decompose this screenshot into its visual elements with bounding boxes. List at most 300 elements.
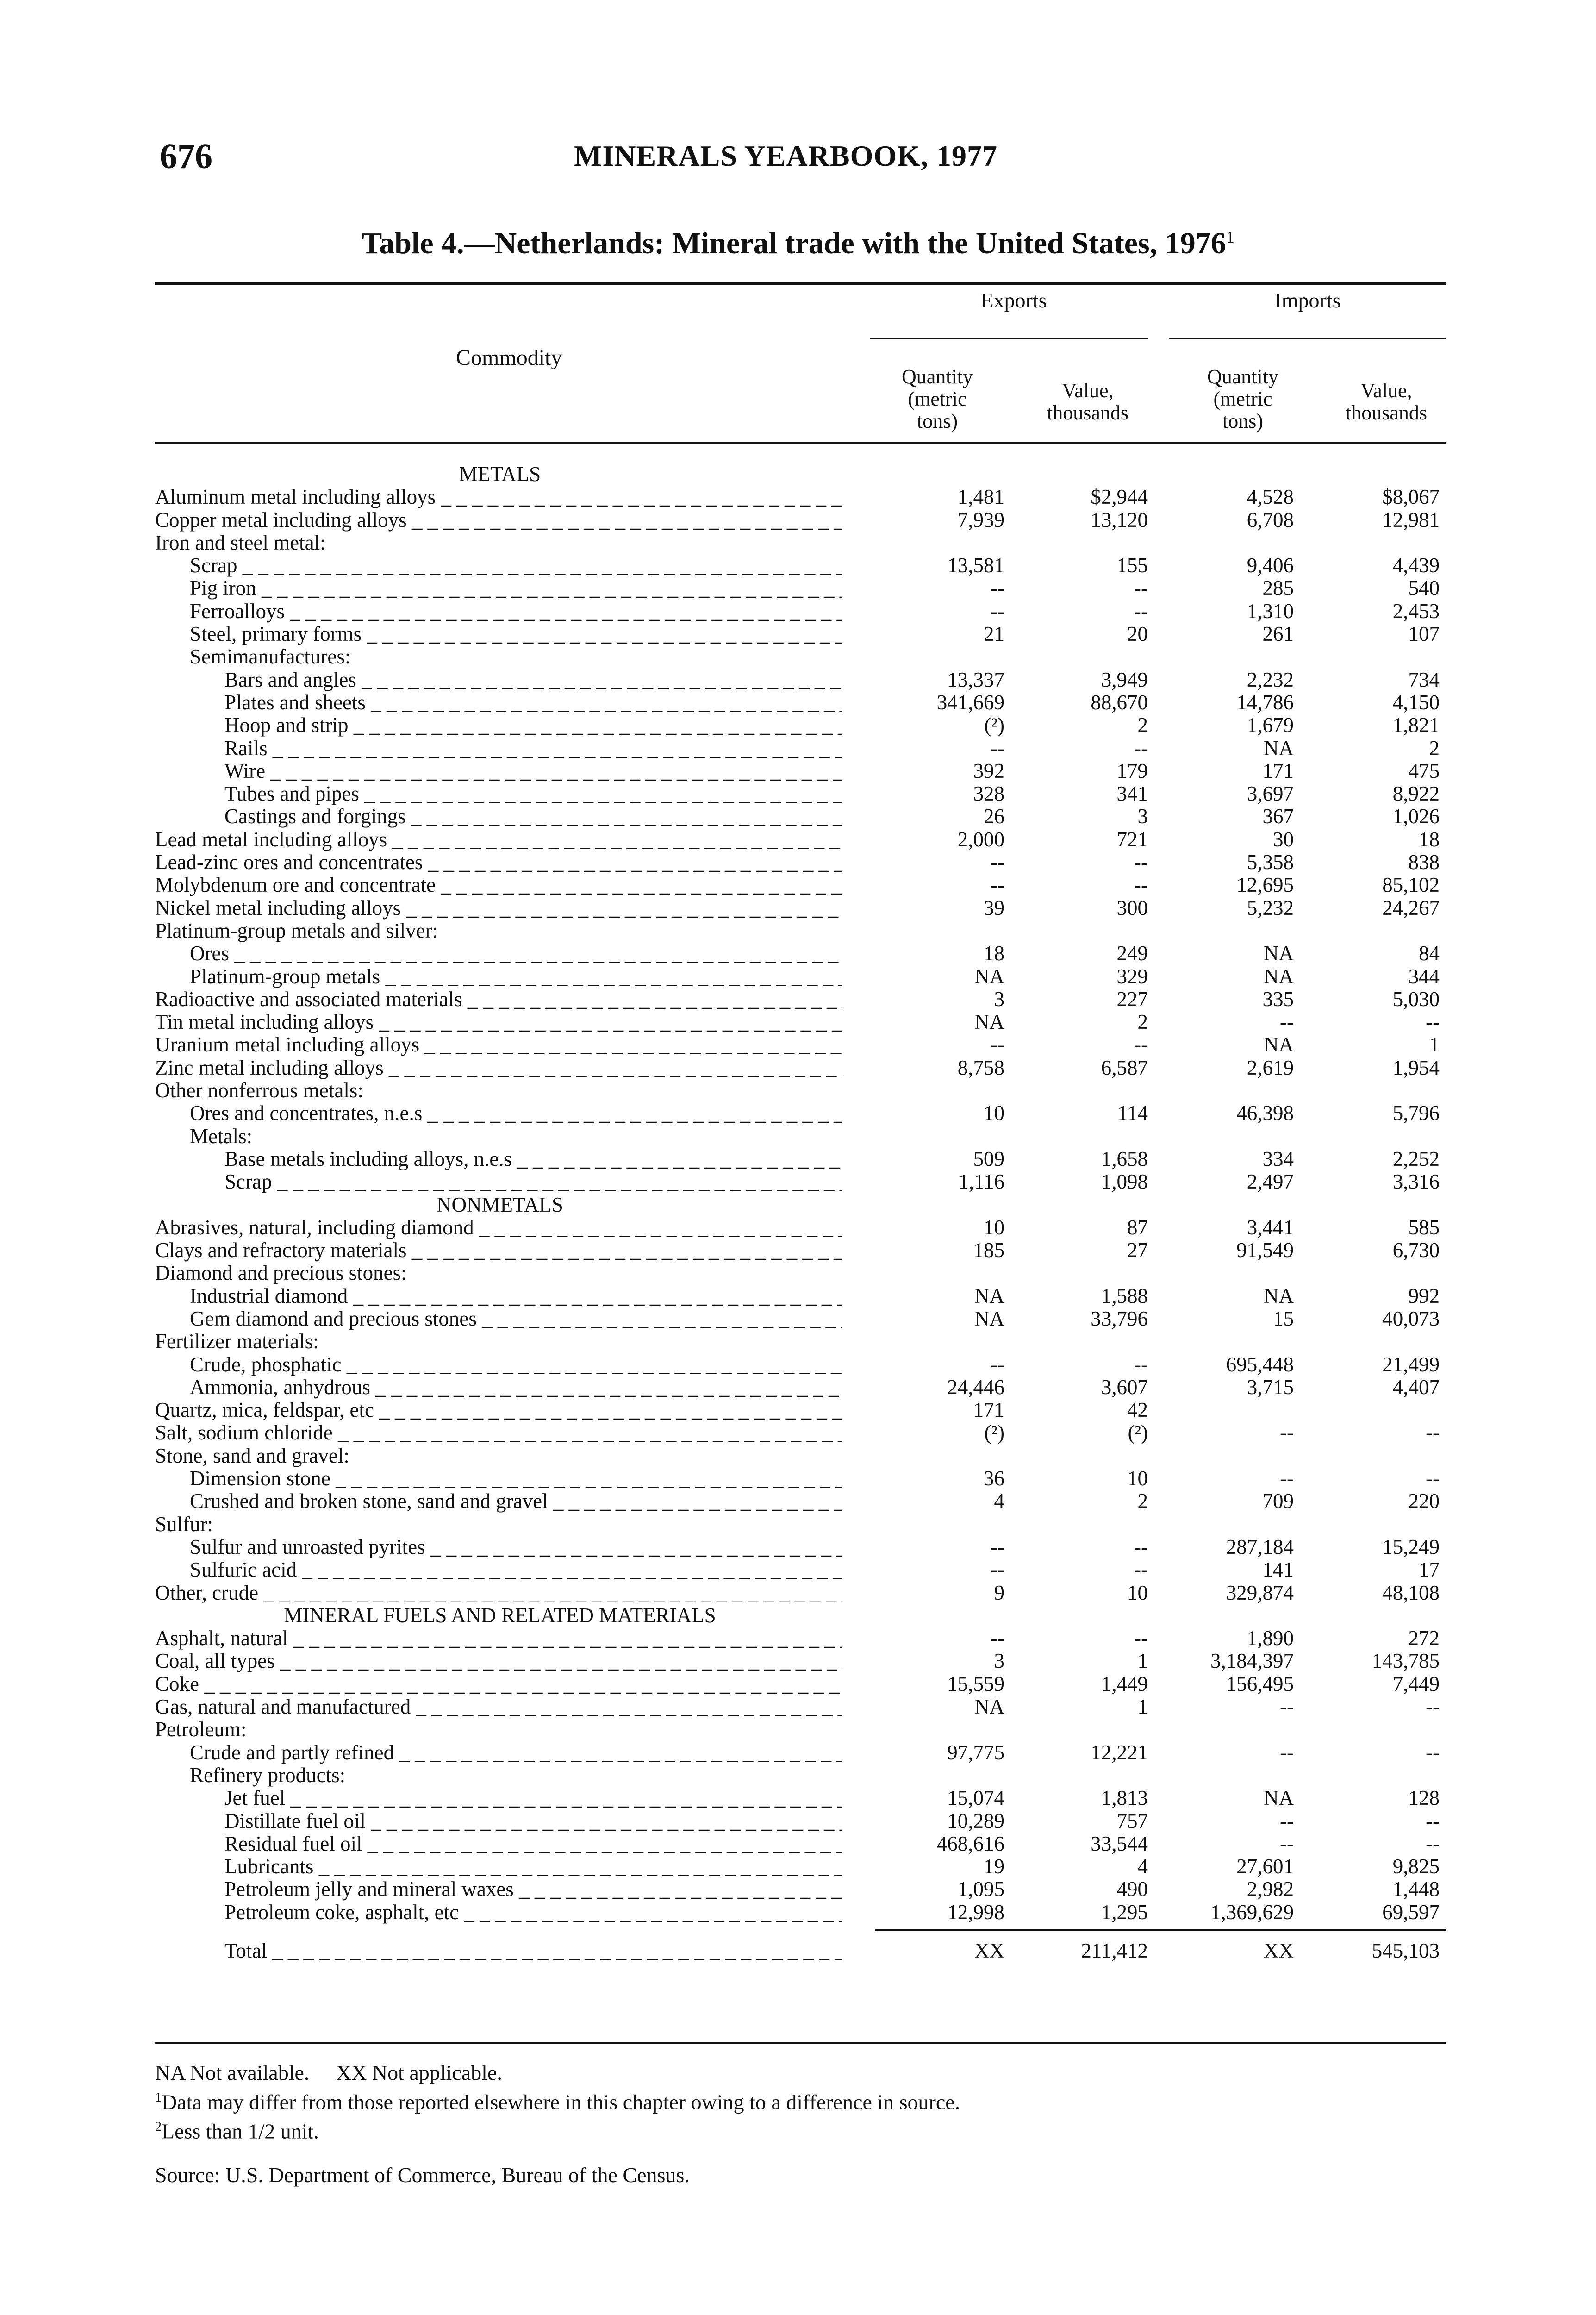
header-bottom-rule bbox=[155, 442, 1446, 444]
table-row bbox=[0, 1262, 1596, 1284]
imports-quantity-cell: 91,549 bbox=[1236, 1239, 1294, 1262]
value-line2: thousands bbox=[1047, 401, 1128, 424]
section-heading-row bbox=[0, 463, 1596, 486]
exports-quantity-cell: 171 bbox=[973, 1398, 1004, 1422]
table-row bbox=[0, 1033, 1596, 1056]
table-row bbox=[0, 669, 1596, 691]
table-title-text: Table 4.—Netherlands: Mineral trade with the United States, 1976 bbox=[362, 226, 1226, 260]
commodity-label: Sulfur and unroasted pyrites _ _ _ bbox=[190, 1536, 842, 1558]
exports-quantity-cell: -- bbox=[991, 1352, 1004, 1376]
table-row bbox=[0, 577, 1596, 600]
exports-quantity-cell: 13,581 bbox=[947, 554, 1004, 577]
footnote-1-text: Data may differ from those reported elsewhere in this chapter owing to a difference in source. bbox=[162, 2090, 960, 2114]
commodity-label: Industrial diamond _ _ _ bbox=[190, 1285, 842, 1308]
table-row bbox=[0, 1239, 1596, 1262]
exports-value-cell: 155 bbox=[1116, 554, 1148, 577]
imports-value-header bbox=[1319, 380, 1453, 424]
exports-value-cell: 721 bbox=[1116, 827, 1148, 851]
commodity-label: Crude, phosphatic _ _ _ bbox=[190, 1353, 842, 1376]
imports-group-header: Imports bbox=[1274, 288, 1341, 312]
imports-value-cell: 17 bbox=[1419, 1558, 1440, 1582]
exports-value-cell: 1 bbox=[1137, 1649, 1148, 1673]
imports-quantity-cell: 46,398 bbox=[1236, 1101, 1294, 1125]
table-row bbox=[0, 897, 1596, 920]
table-row bbox=[0, 1696, 1596, 1718]
exports-quantity-cell: 7,939 bbox=[957, 508, 1004, 532]
imports-value-cell: 1,448 bbox=[1392, 1877, 1440, 1901]
table-row bbox=[0, 1878, 1596, 1901]
exports-value-cell: -- bbox=[1134, 873, 1148, 897]
exports-quantity-cell: 13,337 bbox=[947, 668, 1004, 691]
imports-value-cell: -- bbox=[1426, 1695, 1440, 1719]
imports-value-cell: 9,825 bbox=[1392, 1855, 1440, 1878]
imports-value-cell: -- bbox=[1426, 1010, 1440, 1034]
imports-value-cell: 143,785 bbox=[1372, 1649, 1440, 1673]
imports-quantity-cell: 2,982 bbox=[1247, 1877, 1294, 1901]
imports-quantity-cell: 14,786 bbox=[1236, 690, 1294, 714]
imports-value-cell: 24,267 bbox=[1382, 896, 1440, 920]
exports-value-cell: 42 bbox=[1127, 1398, 1148, 1422]
table-row bbox=[0, 1718, 1596, 1741]
commodity-label: Sulfur: bbox=[155, 1513, 213, 1536]
table-row bbox=[0, 1855, 1596, 1878]
total-row bbox=[0, 1940, 1596, 1962]
total-cell: XX bbox=[974, 1939, 1004, 1962]
imports-value-cell: $8,067 bbox=[1382, 485, 1440, 509]
exports-value-cell: 1 bbox=[1137, 1695, 1148, 1719]
commodity-label: Residual fuel oil _ _ _ bbox=[224, 1833, 842, 1855]
exports-quantity-cell: 328 bbox=[973, 782, 1004, 806]
imports-quantity-cell: 261 bbox=[1262, 622, 1294, 646]
imports-value-cell: 40,073 bbox=[1382, 1307, 1440, 1330]
commodity-label: Other, crude _ _ _ bbox=[155, 1582, 842, 1604]
exports-value-cell: 1,449 bbox=[1101, 1672, 1148, 1696]
imports-value-cell: 838 bbox=[1408, 851, 1440, 874]
footnote-2-text: Less than 1/2 unit. bbox=[162, 2119, 319, 2143]
exports-quantity-cell: 9 bbox=[994, 1581, 1004, 1604]
commodity-label: Bars and angles _ _ _ bbox=[224, 669, 842, 691]
imports-quantity-cell: -- bbox=[1280, 1010, 1294, 1034]
exports-value-cell: 13,120 bbox=[1091, 508, 1148, 532]
commodity-label: Asphalt, natural _ _ _ bbox=[155, 1627, 842, 1650]
exports-quantity-cell: 3 bbox=[994, 987, 1004, 1011]
imports-value-cell: 4,439 bbox=[1392, 554, 1440, 577]
footnote-1 bbox=[155, 2085, 960, 2115]
exports-quantity-cell: 26 bbox=[984, 805, 1004, 828]
imports-quantity-cell: 1,310 bbox=[1247, 599, 1294, 623]
exports-value-cell: 1,588 bbox=[1101, 1284, 1148, 1308]
imports-value-cell: 69,597 bbox=[1382, 1900, 1440, 1924]
table-row bbox=[0, 1741, 1596, 1764]
commodity-label: Salt, sodium chloride _ _ _ bbox=[155, 1421, 842, 1444]
commodity-label: Ores _ _ _ bbox=[190, 942, 842, 965]
commodity-label: Hoop and strip _ _ _ bbox=[224, 714, 842, 737]
table-row bbox=[0, 1330, 1596, 1353]
imports-value-cell: 128 bbox=[1408, 1786, 1440, 1810]
table-row bbox=[0, 1148, 1596, 1170]
commodity-label: Stone, sand and gravel: bbox=[155, 1444, 349, 1467]
commodity-label: Dimension stone _ _ _ bbox=[190, 1467, 842, 1490]
imports-value-cell: -- bbox=[1426, 1832, 1440, 1855]
imports-quantity-cell: 329,874 bbox=[1226, 1581, 1294, 1604]
commodity-label: Coke _ _ _ bbox=[155, 1673, 842, 1696]
imports-quantity-cell: 709 bbox=[1262, 1489, 1294, 1513]
table-row bbox=[0, 782, 1596, 805]
table-row bbox=[0, 988, 1596, 1011]
exports-quantity-cell: NA bbox=[974, 964, 1004, 988]
imports-quantity-cell: 30 bbox=[1273, 827, 1294, 851]
table-row bbox=[0, 1285, 1596, 1308]
imports-quantity-cell: 12,695 bbox=[1236, 873, 1294, 897]
exports-quantity-cell: 97,775 bbox=[947, 1740, 1004, 1764]
section-heading-row bbox=[0, 1604, 1596, 1627]
table-bottom-rule bbox=[155, 2042, 1446, 2044]
commodity-label: Iron and steel metal: bbox=[155, 531, 326, 554]
imports-value-cell: 3,316 bbox=[1392, 1170, 1440, 1194]
commodity-label: Radioactive and associated materials _ _ _ bbox=[155, 988, 842, 1011]
value-line1: Value, bbox=[1360, 379, 1412, 402]
exports-value-cell: 490 bbox=[1116, 1877, 1148, 1901]
footnote-1-mark: 1 bbox=[155, 2090, 162, 2105]
commodity-label: Semimanufactures: bbox=[190, 645, 351, 669]
imports-value-cell: 4,150 bbox=[1392, 690, 1440, 714]
imports-quantity-cell: -- bbox=[1280, 1695, 1294, 1719]
exports-value-cell: -- bbox=[1134, 576, 1148, 600]
table-row bbox=[0, 1125, 1596, 1148]
imports-quantity-cell: -- bbox=[1280, 1832, 1294, 1855]
table-row bbox=[0, 965, 1596, 988]
exports-quantity-cell: 1,095 bbox=[957, 1877, 1004, 1901]
commodity-label: Ores and concentrates, n.e.s _ _ _ bbox=[190, 1102, 842, 1125]
exports-value-cell: 1,295 bbox=[1101, 1900, 1148, 1924]
exports-quantity-cell: 392 bbox=[973, 759, 1004, 782]
imports-value-cell: 12,981 bbox=[1382, 508, 1440, 532]
imports-value-cell: 272 bbox=[1408, 1627, 1440, 1650]
imports-quantity-cell: NA bbox=[1264, 964, 1294, 988]
exports-value-cell: 757 bbox=[1116, 1809, 1148, 1833]
table-row bbox=[0, 1833, 1596, 1855]
imports-value-cell: 48,108 bbox=[1382, 1581, 1440, 1604]
table-row bbox=[0, 1353, 1596, 1376]
imports-quantity-cell: 3,697 bbox=[1247, 782, 1294, 806]
commodity-label: Tubes and pipes _ _ _ bbox=[224, 782, 842, 805]
exports-value-cell: 1,813 bbox=[1101, 1786, 1148, 1810]
commodity-label: Lubricants _ _ _ bbox=[224, 1855, 842, 1878]
exports-value-cell: 329 bbox=[1116, 964, 1148, 988]
commodity-label: Crushed and broken stone, sand and gravel _ _ _ bbox=[190, 1490, 842, 1513]
imports-value-cell: -- bbox=[1426, 1421, 1440, 1445]
exports-quantity-cell: NA bbox=[974, 1010, 1004, 1034]
exports-value-cell: -- bbox=[1134, 1535, 1148, 1558]
table-row bbox=[0, 486, 1596, 508]
exports-quantity-cell: 4 bbox=[994, 1489, 1004, 1513]
exports-quantity-cell: (²) bbox=[984, 1421, 1004, 1445]
imports-value-cell: 21,499 bbox=[1382, 1352, 1440, 1376]
commodity-label: Wire _ _ _ bbox=[224, 760, 842, 782]
commodity-label: Abrasives, natural, including diamond _ _ _ bbox=[155, 1216, 842, 1239]
exports-value-cell: $2,944 bbox=[1091, 485, 1148, 509]
commodity-label: Crude and partly refined _ _ _ bbox=[190, 1741, 842, 1764]
imports-quantity-cell: 1,369,629 bbox=[1210, 1900, 1294, 1924]
commodity-label: Gem diamond and precious stones _ _ _ bbox=[190, 1308, 842, 1330]
section-heading-row bbox=[0, 1194, 1596, 1216]
imports-value-cell: 344 bbox=[1408, 964, 1440, 988]
table-row bbox=[0, 1582, 1596, 1604]
table-row bbox=[0, 1490, 1596, 1513]
exports-quantity-cell: NA bbox=[974, 1695, 1004, 1719]
exports-value-cell: -- bbox=[1134, 1033, 1148, 1057]
exports-value-cell: 27 bbox=[1127, 1239, 1148, 1262]
imports-quantity-cell: 3,441 bbox=[1247, 1215, 1294, 1239]
table-body bbox=[0, 463, 1596, 1962]
section-heading: METALS bbox=[459, 463, 541, 486]
table-title-note-mark: 1 bbox=[1226, 228, 1234, 246]
commodity-label: Petroleum: bbox=[155, 1718, 247, 1741]
imports-quantity-cell: 695,448 bbox=[1226, 1352, 1294, 1376]
exports-quantity-cell: 39 bbox=[984, 896, 1004, 920]
commodity-label: Nickel metal including alloys _ _ _ bbox=[155, 897, 842, 920]
exports-quantity-cell: -- bbox=[991, 1535, 1004, 1558]
table-row bbox=[0, 1513, 1596, 1536]
exports-value-cell: 3,607 bbox=[1101, 1375, 1148, 1399]
imports-value-cell: 7,449 bbox=[1392, 1672, 1440, 1696]
exports-value-cell: -- bbox=[1134, 1352, 1148, 1376]
table-row bbox=[0, 1810, 1596, 1833]
exports-value-cell: -- bbox=[1134, 736, 1148, 760]
commodity-label: Distillate fuel oil _ _ _ bbox=[224, 1810, 842, 1833]
commodity-label: Quartz, mica, feldspar, etc _ _ _ bbox=[155, 1399, 842, 1421]
exports-quantity-cell: -- bbox=[991, 1627, 1004, 1650]
table-row bbox=[0, 714, 1596, 737]
exports-quantity-cell: 15,074 bbox=[947, 1786, 1004, 1810]
exports-value-cell: 300 bbox=[1116, 896, 1148, 920]
imports-quantity-cell: -- bbox=[1280, 1809, 1294, 1833]
imports-value-cell: -- bbox=[1426, 1809, 1440, 1833]
imports-value-cell: 5,030 bbox=[1392, 987, 1440, 1011]
exports-quantity-cell: 341,669 bbox=[936, 690, 1004, 714]
table-title bbox=[0, 226, 1596, 261]
exports-quantity-cell: 19 bbox=[984, 1855, 1004, 1878]
imports-value-cell: 2 bbox=[1429, 736, 1440, 760]
commodity-label: Jet fuel _ _ _ bbox=[224, 1787, 842, 1809]
exports-quantity-cell: 24,446 bbox=[947, 1375, 1004, 1399]
imports-quantity-cell: 141 bbox=[1262, 1558, 1294, 1582]
quantity-line1: Quantity bbox=[902, 365, 973, 388]
value-line1: Value, bbox=[1062, 379, 1114, 402]
table-row bbox=[0, 1308, 1596, 1330]
total-cell: 545,103 bbox=[1372, 1939, 1440, 1962]
exports-value-cell: 1,658 bbox=[1101, 1147, 1148, 1170]
imports-quantity-cell: 2,619 bbox=[1247, 1056, 1294, 1079]
commodity-label: Coal, all types _ _ _ bbox=[155, 1650, 842, 1672]
imports-quantity-cell: 15 bbox=[1273, 1307, 1294, 1330]
imports-value-cell: 6,730 bbox=[1392, 1239, 1440, 1262]
imports-quantity-header bbox=[1176, 366, 1310, 432]
imports-underline bbox=[1169, 338, 1446, 339]
table-row bbox=[0, 509, 1596, 532]
imports-quantity-cell: NA bbox=[1264, 1033, 1294, 1057]
exports-value-cell: 3,949 bbox=[1101, 668, 1148, 691]
exports-quantity-cell: -- bbox=[991, 1558, 1004, 1582]
exports-quantity-cell: -- bbox=[991, 599, 1004, 623]
section-heading: NONMETALS bbox=[436, 1193, 563, 1216]
exports-quantity-cell: 468,616 bbox=[936, 1832, 1004, 1855]
imports-quantity-cell: 156,495 bbox=[1226, 1672, 1294, 1696]
exports-quantity-cell: -- bbox=[991, 1033, 1004, 1057]
exports-quantity-cell: 10 bbox=[984, 1215, 1004, 1239]
exports-quantity-cell: -- bbox=[991, 873, 1004, 897]
commodity-label: Ferroalloys _ _ _ bbox=[190, 600, 842, 623]
exports-value-cell: 87 bbox=[1127, 1215, 1148, 1239]
imports-quantity-cell: 367 bbox=[1262, 805, 1294, 828]
commodity-label: Platinum-group metals _ _ _ bbox=[190, 965, 842, 988]
imports-quantity-cell: NA bbox=[1264, 736, 1294, 760]
commodity-label: Lead metal including alloys _ _ _ bbox=[155, 828, 842, 851]
exports-value-header bbox=[1018, 380, 1157, 424]
exports-value-cell: 6,587 bbox=[1101, 1056, 1148, 1079]
imports-value-cell: 540 bbox=[1408, 576, 1440, 600]
table-row bbox=[0, 1011, 1596, 1033]
exports-quantity-header bbox=[870, 366, 1004, 432]
table-row bbox=[0, 760, 1596, 782]
table-row bbox=[0, 1764, 1596, 1787]
exports-value-cell: 2 bbox=[1137, 713, 1148, 737]
exports-quantity-cell: 509 bbox=[973, 1147, 1004, 1170]
table-row bbox=[0, 1650, 1596, 1672]
table-row bbox=[0, 1445, 1596, 1467]
page-number: 676 bbox=[160, 137, 212, 176]
source-note: Source: U.S. Department of Commerce, Bureau of the Census. bbox=[155, 2163, 690, 2187]
commodity-label: Base metals including alloys, n.e.s _ _ _ bbox=[224, 1148, 842, 1170]
imports-value-cell: 107 bbox=[1408, 622, 1440, 646]
table-row bbox=[0, 920, 1596, 942]
table-row bbox=[0, 1421, 1596, 1444]
exports-value-cell: 179 bbox=[1116, 759, 1148, 782]
imports-quantity-cell: 1,679 bbox=[1247, 713, 1294, 737]
exports-quantity-cell: -- bbox=[991, 736, 1004, 760]
table-row bbox=[0, 1102, 1596, 1125]
imports-value-cell: 84 bbox=[1419, 942, 1440, 965]
commodity-label: Aluminum metal including alloys _ _ _ bbox=[155, 486, 842, 508]
exports-value-cell: 10 bbox=[1127, 1467, 1148, 1490]
table-row bbox=[0, 1376, 1596, 1399]
table-row bbox=[0, 600, 1596, 623]
commodity-label: Platinum-group metals and silver: bbox=[155, 919, 438, 942]
table-row bbox=[0, 1673, 1596, 1696]
exports-value-cell: 20 bbox=[1127, 622, 1148, 646]
imports-value-cell: 220 bbox=[1408, 1489, 1440, 1513]
exports-quantity-cell: -- bbox=[991, 576, 1004, 600]
commodity-column-header: Commodity bbox=[456, 345, 562, 370]
imports-value-cell: 475 bbox=[1408, 759, 1440, 782]
table-row bbox=[0, 554, 1596, 577]
exports-value-cell: 88,670 bbox=[1091, 690, 1148, 714]
exports-value-cell: 227 bbox=[1116, 987, 1148, 1011]
table-row bbox=[0, 1627, 1596, 1650]
quantity-line3: tons) bbox=[917, 410, 958, 432]
table-row bbox=[0, 1170, 1596, 1193]
exports-quantity-cell: 185 bbox=[973, 1239, 1004, 1262]
imports-quantity-cell: NA bbox=[1264, 1284, 1294, 1308]
commodity-label: Tin metal including alloys _ _ _ bbox=[155, 1011, 842, 1033]
commodity-label: Uranium metal including alloys _ _ _ bbox=[155, 1033, 842, 1056]
imports-quantity-cell: NA bbox=[1264, 942, 1294, 965]
imports-value-cell: -- bbox=[1426, 1467, 1440, 1490]
exports-value-cell: 3 bbox=[1137, 805, 1148, 828]
imports-quantity-cell: 335 bbox=[1262, 987, 1294, 1011]
commodity-label: Copper metal including alloys _ _ _ bbox=[155, 509, 842, 532]
imports-value-cell: 85,102 bbox=[1382, 873, 1440, 897]
commodity-label: Rails _ _ _ bbox=[224, 737, 842, 760]
exports-quantity-cell: 8,758 bbox=[957, 1056, 1004, 1079]
exports-value-cell: -- bbox=[1134, 851, 1148, 874]
imports-quantity-cell: 3,184,397 bbox=[1210, 1649, 1294, 1673]
imports-value-cell: 1,821 bbox=[1392, 713, 1440, 737]
exports-value-cell: 10 bbox=[1127, 1581, 1148, 1604]
exports-quantity-cell: 10,289 bbox=[947, 1809, 1004, 1833]
commodity-label: Pig iron _ _ _ bbox=[190, 577, 842, 600]
exports-quantity-cell: NA bbox=[974, 1307, 1004, 1330]
commodity-label: Clays and refractory materials _ _ _ bbox=[155, 1239, 842, 1262]
commodity-label: Diamond and precious stones: bbox=[155, 1262, 407, 1285]
imports-value-cell: -- bbox=[1426, 1740, 1440, 1764]
imports-quantity-cell: 2,497 bbox=[1247, 1170, 1294, 1194]
imports-quantity-cell: 4,528 bbox=[1247, 485, 1294, 509]
exports-value-cell: 4 bbox=[1137, 1855, 1148, 1878]
imports-value-cell: 18 bbox=[1419, 827, 1440, 851]
imports-value-cell: 15,249 bbox=[1382, 1535, 1440, 1558]
commodity-label: Zinc metal including alloys _ _ _ bbox=[155, 1057, 842, 1079]
footnote-2-mark: 2 bbox=[155, 2120, 162, 2134]
exports-value-cell: -- bbox=[1134, 1627, 1148, 1650]
commodity-label: Other nonferrous metals: bbox=[155, 1079, 363, 1102]
imports-quantity-cell: 5,232 bbox=[1247, 896, 1294, 920]
exports-value-cell: 12,221 bbox=[1091, 1740, 1148, 1764]
imports-value-cell: 1,954 bbox=[1392, 1056, 1440, 1079]
commodity-label: Sulfuric acid _ _ _ bbox=[190, 1558, 842, 1581]
commodity-label: Ammonia, anhydrous _ _ _ bbox=[190, 1376, 842, 1399]
imports-value-cell: 1 bbox=[1429, 1033, 1440, 1057]
table-row bbox=[0, 1558, 1596, 1581]
quantity-line2: (metric bbox=[908, 388, 967, 410]
imports-value-cell: 585 bbox=[1408, 1215, 1440, 1239]
quantity-line1: Quantity bbox=[1207, 365, 1278, 388]
imports-quantity-cell: -- bbox=[1280, 1467, 1294, 1490]
exports-value-cell: 33,544 bbox=[1091, 1832, 1148, 1855]
imports-value-cell: 1,026 bbox=[1392, 805, 1440, 828]
imports-quantity-cell: 5,358 bbox=[1247, 851, 1294, 874]
table-row bbox=[0, 691, 1596, 714]
exports-value-cell: (²) bbox=[1128, 1421, 1148, 1445]
imports-value-cell: 5,796 bbox=[1392, 1101, 1440, 1125]
imports-quantity-cell: 171 bbox=[1262, 759, 1294, 782]
exports-value-cell: 2 bbox=[1137, 1010, 1148, 1034]
commodity-label: Refinery products: bbox=[190, 1764, 346, 1787]
running-title: MINERALS YEARBOOK, 1977 bbox=[574, 139, 998, 172]
commodity-label: Scrap _ _ _ bbox=[224, 1170, 842, 1193]
table-row bbox=[0, 805, 1596, 828]
imports-quantity-cell: 1,890 bbox=[1247, 1627, 1294, 1650]
table-row bbox=[0, 828, 1596, 851]
exports-quantity-cell: 12,998 bbox=[947, 1900, 1004, 1924]
imports-quantity-cell: -- bbox=[1280, 1421, 1294, 1445]
footnote-2 bbox=[155, 2115, 960, 2144]
table-row bbox=[0, 1057, 1596, 1079]
section-heading: MINERAL FUELS AND RELATED MATERIALS bbox=[284, 1603, 716, 1627]
imports-quantity-cell: 27,601 bbox=[1236, 1855, 1294, 1878]
quantity-line3: tons) bbox=[1222, 410, 1263, 432]
commodity-label: Lead-zinc ores and concentrates _ _ _ bbox=[155, 851, 842, 874]
